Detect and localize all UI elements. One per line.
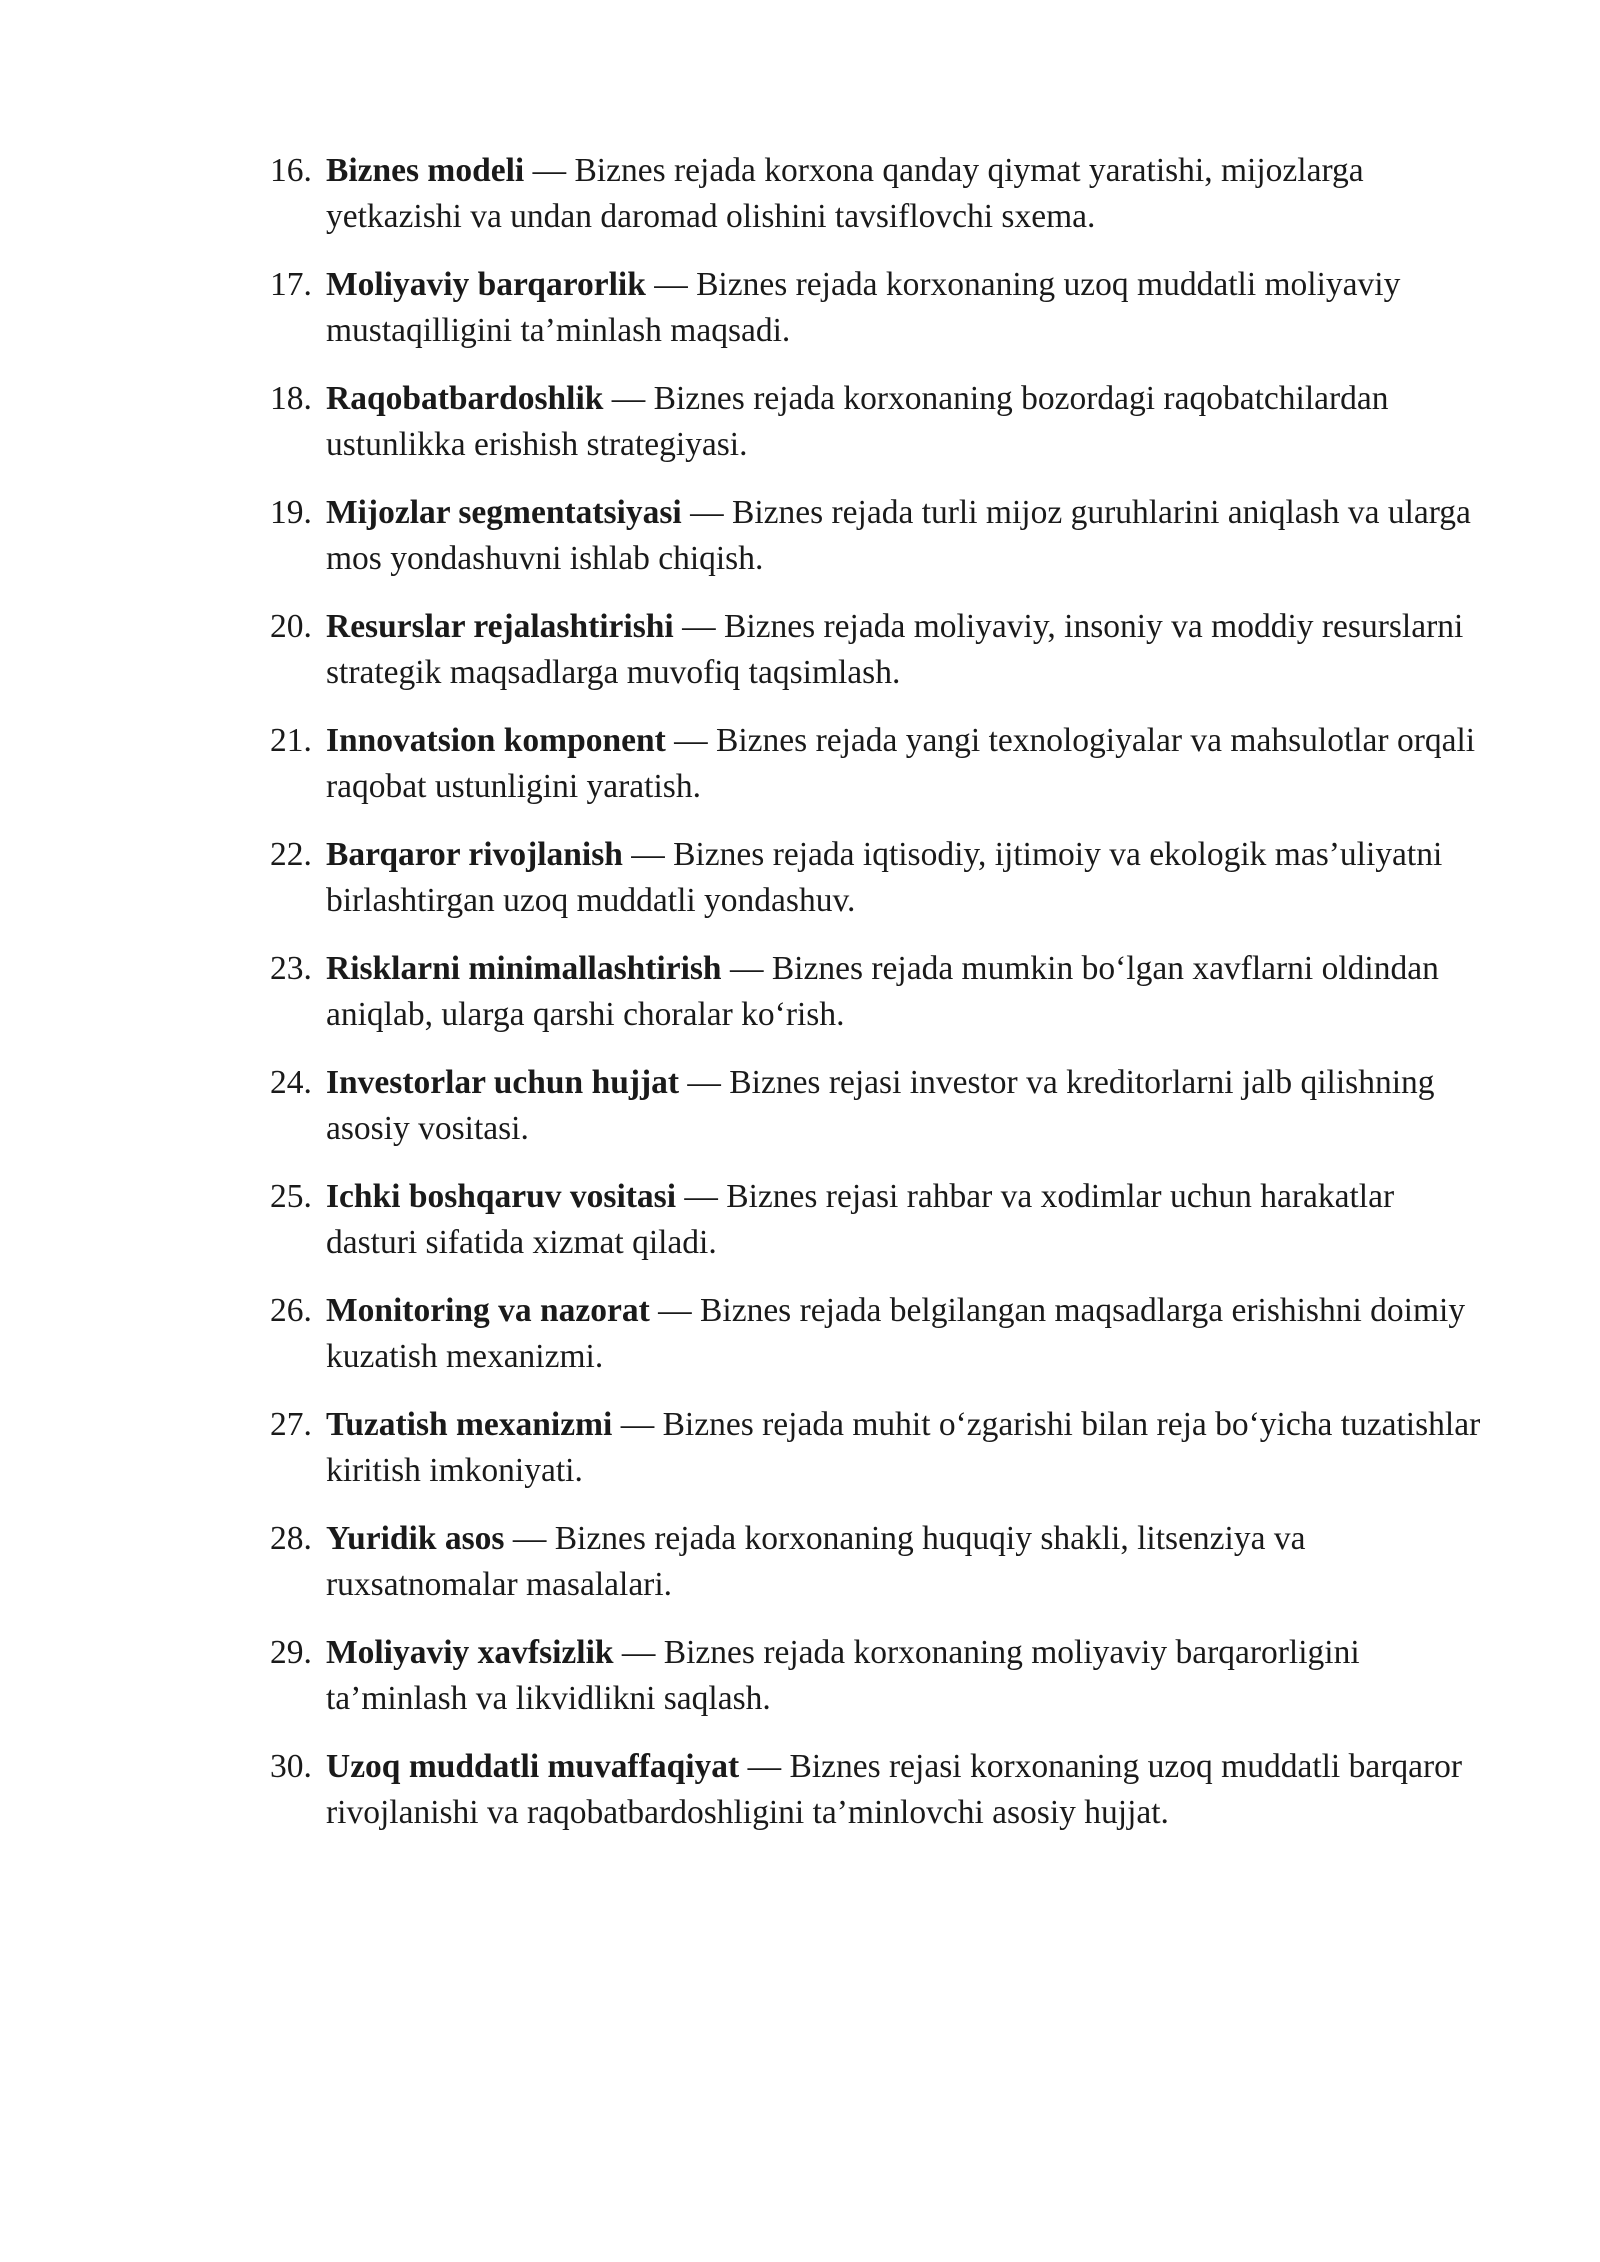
entry-number: 29.: [270, 1634, 312, 1671]
entry-term: Risklarni minimallashtirish: [326, 950, 722, 987]
glossary-entry: [270, 946, 1490, 1038]
glossary-entry: [270, 1516, 1490, 1608]
entry-definition: — Biznes rejada korxonaning moliyaviy barqarorligini ta’minlash va likvidlikni saqlash.: [326, 1634, 1360, 1717]
entry-term: Innovatsion komponent: [326, 722, 666, 759]
entry-definition: — Biznes rejada belgilangan maqsadlarga erishishni doimiy kuzatish mexanizmi.: [326, 1292, 1466, 1375]
entry-definition: — Biznes rejada mumkin bo‘lgan xavflarni oldindan aniqlab, ularga qarshi choralar ko‘rish.: [326, 950, 1439, 1033]
glossary-entry: [270, 718, 1490, 810]
entry-definition: — Biznes rejasi korxonaning uzoq muddatli barqaror rivojlanishi va raqobatbardoshligini ta’minlovchi asosiy hujjat.: [326, 1748, 1463, 1831]
entry-number: 23.: [270, 950, 312, 987]
entry-term: Ichki boshqaruv vositasi: [326, 1178, 676, 1215]
glossary-entry: [270, 1744, 1490, 1836]
entry-definition: — Biznes rejada korxonaning huquqiy shakli, litsenziya va ruxsatnomalar masalalari.: [326, 1520, 1306, 1603]
entry-number: 24.: [270, 1064, 312, 1101]
glossary-entry: [270, 604, 1490, 696]
entry-number: 18.: [270, 380, 312, 417]
entry-definition: — Biznes rejasi rahbar va xodimlar uchun harakatlar dasturi sifatida xizmat qiladi.: [326, 1178, 1395, 1261]
entry-number: 19.: [270, 494, 312, 531]
entry-term: Yuridik asos: [326, 1520, 505, 1557]
entry-term: Biznes modeli: [326, 152, 525, 189]
entry-definition: — Biznes rejasi investor va kreditorlarni jalb qilishning asosiy vositasi.: [326, 1064, 1435, 1147]
entry-definition: — Biznes rejada iqtisodiy, ijtimoiy va ekologik mas’uliyatni birlashtirgan uzoq muddatli yondashuv.: [326, 836, 1443, 919]
entry-term: Resurslar rejalashtirishi: [326, 608, 674, 645]
entry-number: 25.: [270, 1178, 312, 1215]
entry-number: 26.: [270, 1292, 312, 1329]
glossary-list: [270, 148, 1490, 1858]
entry-definition: — Biznes rejada korxonaning uzoq muddatli moliyaviy mustaqilligini ta’minlash maqsadi.: [326, 266, 1401, 349]
entry-definition: — Biznes rejada muhit o‘zgarishi bilan reja bo‘yicha tuzatishlar kiritish imkoniyati.: [326, 1406, 1481, 1489]
entry-term: Monitoring va nazorat: [326, 1292, 650, 1329]
glossary-entry: [270, 262, 1490, 354]
glossary-entry: [270, 1630, 1490, 1722]
glossary-entry: [270, 1402, 1490, 1494]
entry-number: 22.: [270, 836, 312, 873]
glossary-entry: [270, 148, 1490, 240]
entry-number: 21.: [270, 722, 312, 759]
glossary-entry: [270, 1288, 1490, 1380]
glossary-entry: [270, 832, 1490, 924]
entry-number: 20.: [270, 608, 312, 645]
entry-number: 28.: [270, 1520, 312, 1557]
entry-number: 27.: [270, 1406, 312, 1443]
glossary-entry: [270, 1174, 1490, 1266]
glossary-entry: [270, 376, 1490, 468]
entry-term: Raqobatbardoshlik: [326, 380, 604, 417]
entry-term: Investorlar uchun hujjat: [326, 1064, 680, 1101]
entry-definition: — Biznes rejada korxona qanday qiymat yaratishi, mijozlarga yetkazishi va undan daromad olishini tavsiflovchi sxema.: [326, 152, 1364, 235]
entry-term: Tuzatish mexanizmi: [326, 1406, 613, 1443]
entry-term: Barqaror rivojlanish: [326, 836, 623, 873]
entry-term: Uzoq muddatli muvaffaqiyat: [326, 1748, 740, 1785]
entry-definition: — Biznes rejada turli mijoz guruhlarini aniqlash va ularga mos yondashuvni ishlab chiqish.: [326, 494, 1471, 577]
entry-number: 16.: [270, 152, 312, 189]
entry-number: 17.: [270, 266, 312, 303]
entry-term: Moliyaviy barqarorlik: [326, 266, 646, 303]
glossary-entry: [270, 1060, 1490, 1152]
entry-number: 30.: [270, 1748, 312, 1785]
entry-definition: — Biznes rejada moliyaviy, insoniy va moddiy resurslarni strategik maqsadlarga muvofiq taqsimlash.: [326, 608, 1464, 691]
entry-definition: — Biznes rejada yangi texnologiyalar va mahsulotlar orqali raqobat ustunligini yaratish.: [326, 722, 1476, 805]
entry-definition: — Biznes rejada korxonaning bozordagi raqobatchilardan ustunlikka erishish strategiyasi.: [326, 380, 1389, 463]
glossary-entry: [270, 490, 1490, 582]
entry-term: Mijozlar segmentatsiyasi: [326, 494, 682, 531]
entry-term: Moliyaviy xavfsizlik: [326, 1634, 614, 1671]
